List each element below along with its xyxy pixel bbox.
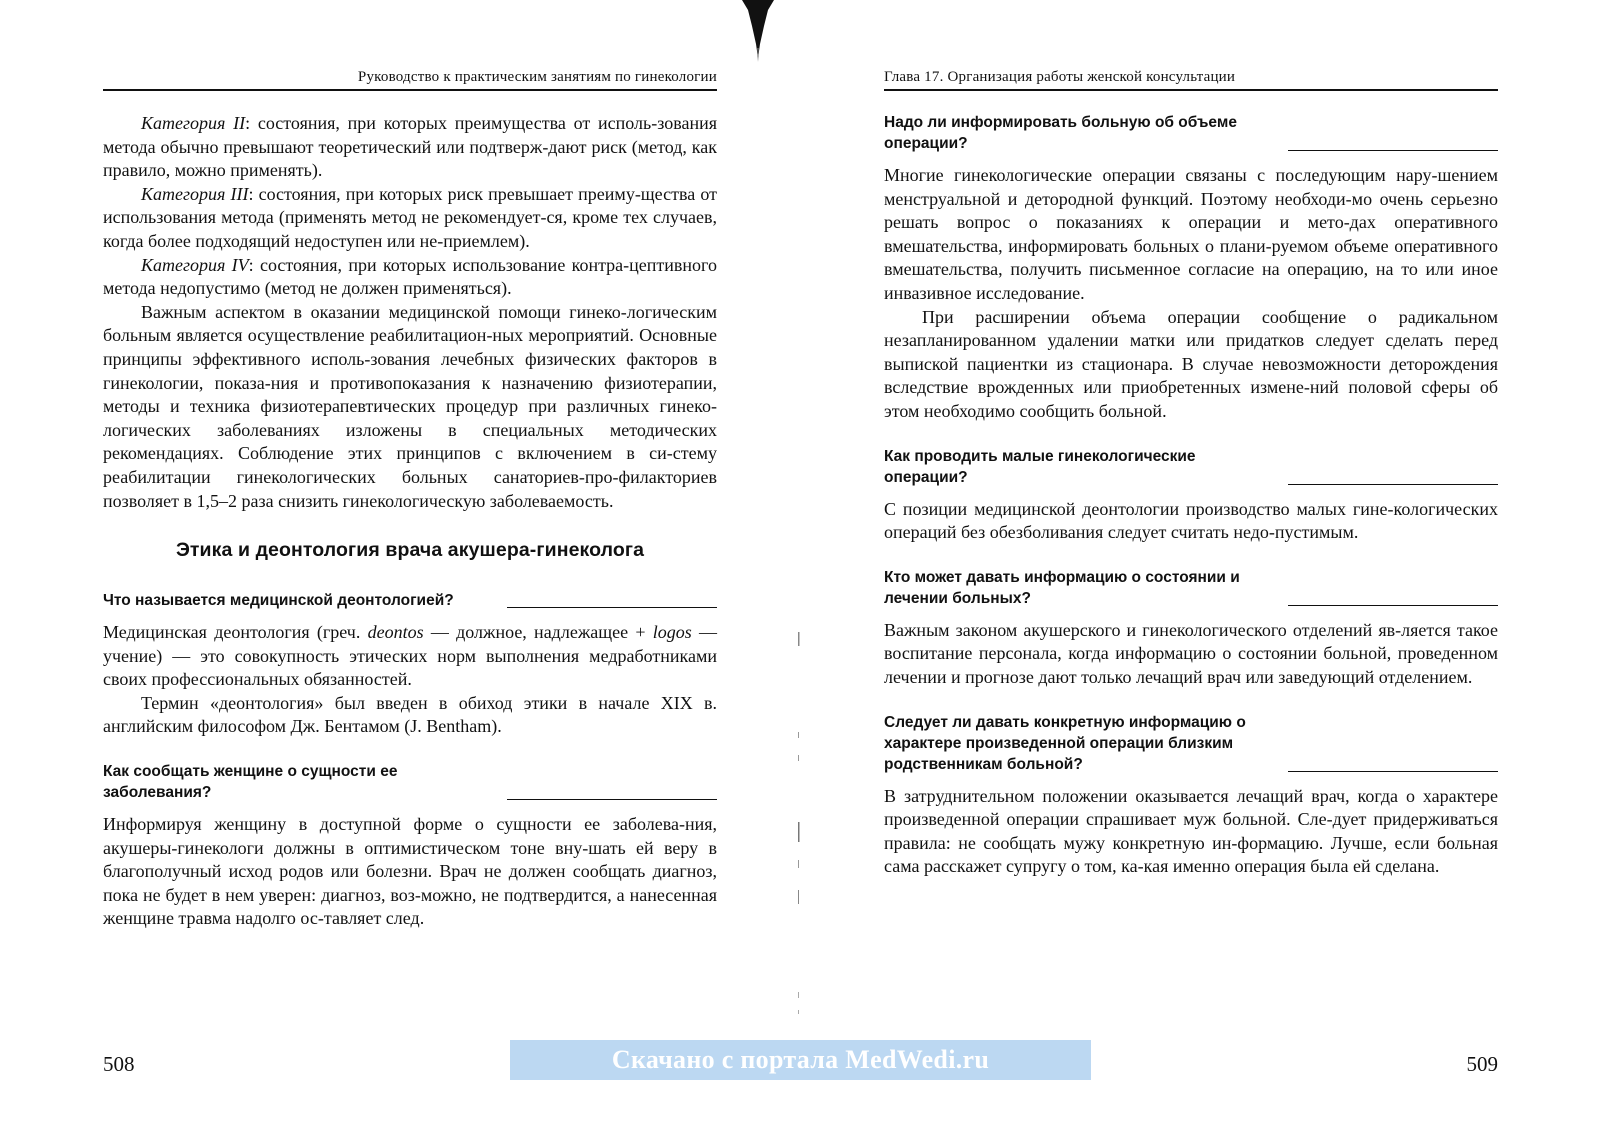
question-heading: Кто может давать информацию о состоянии и лечении больных? xyxy=(884,567,1498,609)
answer-paragraph: Термин «деонтология» был введен в обиход этики в начале XIX в. английским философом Дж. Бентамом (J. Bentham). xyxy=(103,692,717,737)
category-3-label: Категория III xyxy=(141,183,249,204)
answer-paragraph: С позиции медицинской деонтологии производство малых гине-кологических операций без обезболивания следует считать недо-пустимым. xyxy=(884,498,1498,543)
answer-paragraph: Важным законом акушерского и гинекологического отделений яв-ляется такое воспитание персонала, когда информацию о состоянии больной, проведенном лечении и прогнозе дают только лечащий врач или заведующий отделением. xyxy=(884,619,1498,687)
rehabilitation-paragraph: Важным аспектом в оказании медицинской помощи гинеко-логическим больным является осуществление реабилитацион-ных мероприятий. Основные принципы эффективного исполь-зования лечебных физических факторов в гинекологии, показа-ния и противопоказания к назначению физиотерапии, методы и техника физиотерапевтических процедур при различных гинеко-логических заболеваниях изложены в специальных методических рекомендациях. Соблюдение этих принципов с включением в си-стему реабилитации гинекологических больных санаториев-про-филакториев позволяет в 1,5–2 раза снизить гинекологическую заболеваемость. xyxy=(103,301,717,511)
category-3-paragraph: Категория III: состояния, при которых риск превышает преиму-щества от использования метода (применять метод не рекомендует-ся, кроме тех случаев, когда более подходящий недоступен или не-приемлем). xyxy=(103,183,717,251)
question-heading: Как сообщать женщине о сущности ее заболевания? xyxy=(103,761,717,803)
running-head: Глава 17. Организация работы женской консультации xyxy=(884,69,1498,91)
question-heading: Надо ли информировать больную об объеме операции? xyxy=(884,112,1498,154)
left-page-body xyxy=(103,112,717,931)
category-4-label: Категория IV xyxy=(141,254,249,275)
question-heading: Следует ли давать конкретную информацию о характере произведенной операции близким родственникам больной? xyxy=(884,712,1498,775)
answer-paragraph: В затруднительном положении оказывается лечащий врач, когда о характере произведенной операции спрашивает муж больной. Сле-дует придерживаться правила: не сообщать мужу конкретную ин-формацию. Лучше, если больная сама расскажет супругу о том, ка-кая именно операция была ей сделана. xyxy=(884,785,1498,877)
category-4-paragraph: Категория IV: состояния, при которых использование контра-цептивного метода недопустимо (метод не должен применяться). xyxy=(103,254,717,299)
left-page xyxy=(103,0,717,1131)
page-number: 508 xyxy=(103,1052,135,1076)
answer-paragraph: При расширении объема операции сообщение о радикальном незапланированном удалении матки или придатков следует сделать перед выпиской пациентки из стационара. В случае невозможности деторождения вследствие врожденных или приобретенных измене-ний половой сферы об этом необходимо сообщить больной. xyxy=(884,306,1498,421)
right-page-body xyxy=(884,112,1498,879)
running-head: Руководство к практическим занятиям по гинекологии xyxy=(103,69,717,91)
question-heading: Как проводить малые гинекологические операции? xyxy=(884,446,1498,488)
section-title: Этика и деонтология врача акушера-гинеколога xyxy=(175,539,645,562)
right-page xyxy=(884,0,1498,1131)
category-2-label: Категория II xyxy=(141,113,246,133)
page-number: 509 xyxy=(1466,1052,1498,1076)
answer-paragraph: Информируя женщину в доступной форме о сущности ее заболева-ния, акушеры-гинекологи должны в оптимистическом тоне вну-шать ей веру в благополучный исход родов или болезни. Врач не должен сообщать диагноз, пока не будет в нем уверен: диагноз, воз-можно, не подтвердится, а нанесенная женщине травма надолго ос-тавляет след. xyxy=(103,814,717,929)
download-watermark: Скачано с портала MedWedi.ru xyxy=(510,1040,1091,1080)
answer-paragraph: Многие гинекологические операции связаны с последующим нару-шением менструальной и детородной функций. Поэтому необходи-мо очень серьезно решать вопрос о показаниях к операции и мето-дах оперативного вмешательства, информировать больных о плани-руемом объеме оперативного вмешательства, получить письменное согласие на операцию, на то или иное инвазивное исследование. xyxy=(884,165,1498,303)
category-2-paragraph: Категория II: состояния, при которых преимущества от исполь-зования метода обычно превышают теоретический или подтверж-дают риск (метод, как правило, можно применять). xyxy=(103,113,717,181)
answer-paragraph: Медицинская деонтология (греч. deontos — должное, надлежащее + logos — учение) — это совокупность этических норм выполнения медработниками своих профессиональных обязанностей. xyxy=(103,622,718,690)
book-spine-shadow xyxy=(738,0,778,62)
gutter-scan-marks xyxy=(796,560,802,1040)
question-heading: Что называется медицинской деонтологией? xyxy=(103,590,717,611)
